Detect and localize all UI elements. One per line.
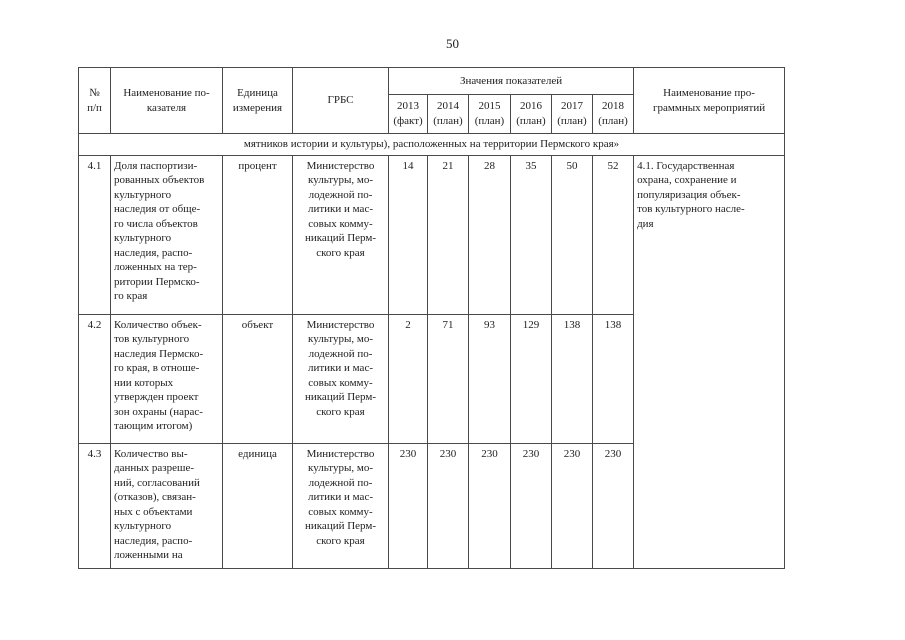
header-year-2013: 2013 (факт) [389,95,428,134]
row-num: 4.3 [79,443,111,568]
section-row [79,134,785,156]
row-value-2013: 230 [389,443,428,568]
header-year-2015: 2015 (план) [469,95,511,134]
row-indicator-name: Количество объек- тов культурного наследия Пермско- го края, в отноше- нии которых утвержден проект зон охраны (нарас- тающим итогом) [111,314,223,443]
table-row [79,155,785,314]
header-num: № п/п [79,68,111,134]
indicators-table [78,67,785,569]
header-year-2018: 2018 (план) [593,95,634,134]
row-program: 4.1. Государственная охрана, сохранение и популяризация объек- тов культурного насле- дия [634,155,785,568]
row-value-2018: 52 [593,155,634,314]
row-value-2013: 14 [389,155,428,314]
header-year-2014: 2014 (план) [428,95,469,134]
row-value-2016: 230 [511,443,552,568]
row-unit: процент [223,155,293,314]
row-unit: объект [223,314,293,443]
row-num: 4.2 [79,314,111,443]
row-grbs: Министерство культуры, мо- лодежной по- литики и мас- совых комму- никаций Перм- ского края [293,443,389,568]
header-unit: Единица измерения [223,68,293,134]
row-unit: единица [223,443,293,568]
row-value-2016: 35 [511,155,552,314]
row-value-2014: 71 [428,314,469,443]
header-values-group: Значения показателей [389,68,634,95]
row-grbs: Министерство культуры, мо- лодежной по- литики и мас- совых комму- никаций Перм- ского края [293,155,389,314]
row-grbs: Министерство культуры, мо- лодежной по- литики и мас- совых комму- никаций Перм- ского края [293,314,389,443]
row-num: 4.1 [79,155,111,314]
page-number: 50 [446,36,459,51]
header-grbs: ГРБС [293,68,389,134]
header-program: Наименование про- граммных мероприятий [634,68,785,134]
row-value-2018: 230 [593,443,634,568]
row-value-2016: 129 [511,314,552,443]
row-value-2017: 50 [552,155,593,314]
row-value-2018: 138 [593,314,634,443]
header-row-top [79,68,785,95]
row-value-2013: 2 [389,314,428,443]
row-indicator-name: Доля паспортизи- рованных объектов культурного наследия от обще- го числа объектов культурного наследия, распо- ложенных на тер- ритории Пермско- го края [111,155,223,314]
row-indicator-name: Количество вы- данных разреше- ний, согласований (отказов), связан- ных с объектами культурного наследия, распо- ложенными на [111,443,223,568]
header-year-2017: 2017 (план) [552,95,593,134]
row-value-2014: 21 [428,155,469,314]
row-value-2015: 28 [469,155,511,314]
row-value-2015: 93 [469,314,511,443]
row-value-2015: 230 [469,443,511,568]
row-value-2017: 138 [552,314,593,443]
header-indicator-name: Наименование по- казателя [111,68,223,134]
row-value-2017: 230 [552,443,593,568]
section-title: мятников истории и культуры), расположенных на территории Пермского края» [79,134,785,156]
row-value-2014: 230 [428,443,469,568]
header-year-2016: 2016 (план) [511,95,552,134]
